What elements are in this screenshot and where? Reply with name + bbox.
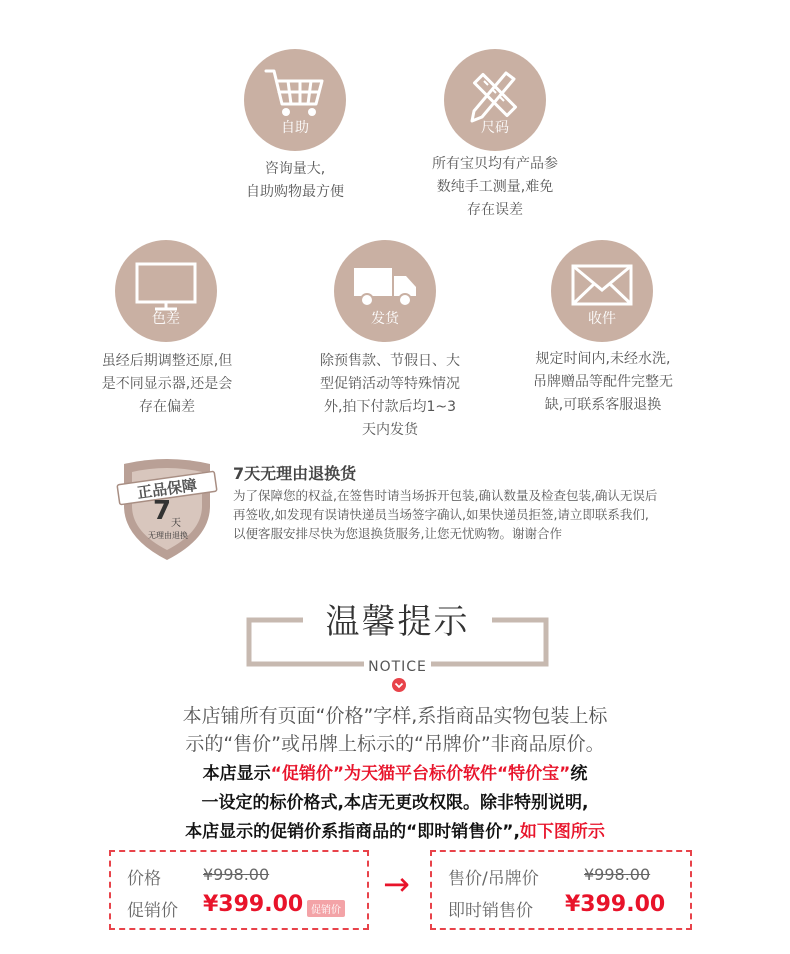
- badge-title: 7天无理由退换货: [233, 464, 357, 483]
- example-box-right: [430, 850, 692, 930]
- service-label: 发货: [371, 311, 399, 327]
- service-label: 自助: [281, 120, 309, 136]
- original-price: ¥998.00: [584, 865, 651, 884]
- badge-seal-text: 正品保障: [136, 475, 199, 503]
- service-desc: 规定时间内,未经水洗, 吊牌赠品等配件完整无 缺,可联系客服退换: [533, 351, 673, 413]
- service-desc: 虽经后期调整还原,但 是不同显示器,还是会 存在偏差: [101, 353, 233, 415]
- service-label: 尺码: [481, 120, 509, 136]
- promo-notice-paragraph: 本店显示“促销价”为天猫平台标价软件“特价宝”统 一设定的标价格式,本店无更改权限。除非特别说明, 本店显示的促销价系指商品的“即时销售价”,如下图所示: [185, 764, 605, 842]
- price-notice-paragraph: 本店铺所有页面“价格”字样,系指商品实物包装上标 示的“售价”或吊牌上标示的“吊牌价”非商品原价。: [182, 705, 608, 755]
- notice-subtitle-wrap: [245, 656, 550, 675]
- service-circle-size: [444, 49, 546, 151]
- service-circle-shipping: [334, 240, 436, 342]
- promo-tag: 促销价: [307, 900, 345, 917]
- badge-seal-days-unit: 天: [171, 518, 181, 529]
- promo-label: 促销价: [127, 901, 178, 921]
- example-box-left: [109, 850, 369, 930]
- notice-title: 温馨提示: [325, 602, 470, 642]
- chevron-down-icon: [392, 678, 406, 692]
- promo-price: ¥399.00: [203, 892, 304, 917]
- service-circle-self: [244, 49, 346, 151]
- service-circle-receive: [551, 240, 653, 342]
- service-label: 收件: [588, 311, 616, 327]
- price-label: 价格: [127, 869, 161, 889]
- notice-subtitle: NOTICE: [364, 659, 431, 675]
- promo-label: 即时销售价: [448, 901, 533, 921]
- badge-desc: 为了保障您的权益,在签售时请当场拆开包装,确认数量及检查包装,确认无误后 再签收,如发现有误请快递员当场签字确认,如果快递员拒签,请立即联系我们, 以便客服安排尽快为您退换货服务,让您无忧购物。谢谢合作: [233, 488, 658, 541]
- promo-price: ¥399.00: [565, 892, 666, 917]
- arrow-icon: →: [383, 865, 410, 903]
- service-desc: 除预售款、节假日、大 型促销活动等特殊情况 外,拍下付款后均1~3 天内发货: [320, 353, 460, 438]
- service-label: 色差: [152, 311, 180, 327]
- service-desc: 所有宝贝均有产品参 数纯手工测量,难免 存在误差: [432, 156, 558, 218]
- service-circle-color: [115, 240, 217, 342]
- original-price: ¥998.00: [203, 865, 270, 884]
- badge-seal-days: 7: [152, 496, 172, 526]
- badge-seal-sub: 无理由退换: [148, 531, 188, 540]
- price-label: 售价/吊牌价: [448, 869, 539, 889]
- service-desc: 咨询量大, 自助购物最方便: [246, 161, 344, 200]
